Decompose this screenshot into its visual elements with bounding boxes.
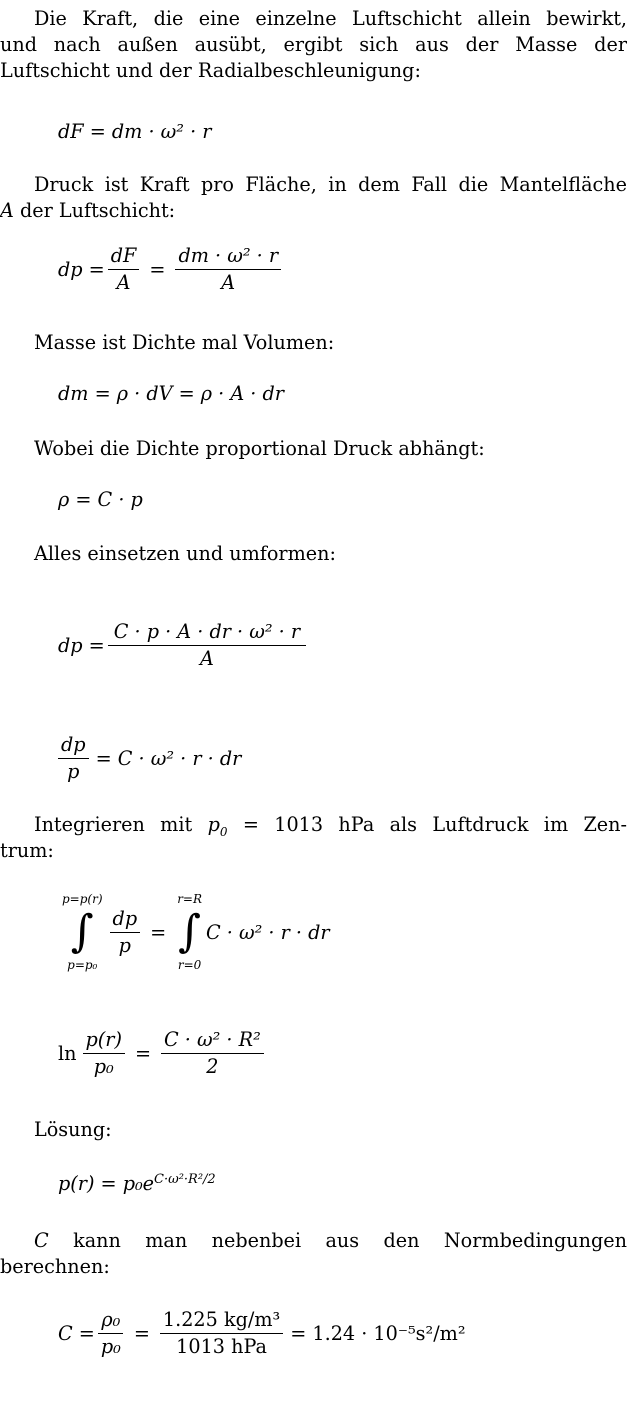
equation-text: dm = ρ · dV = ρ · A · dr	[58, 382, 284, 405]
text-line: Wobei die Dichte proportional Druck abhängt:	[34, 437, 485, 460]
equation-density	[58, 488, 143, 511]
fraction-numerator: C · p · A · dr · ω² · r	[108, 622, 306, 646]
equation-rhs: = C · ω² · r · dr	[95, 747, 242, 770]
integral-lower-limit: r=0	[177, 958, 202, 972]
fraction-denominator: p	[118, 933, 131, 957]
fraction	[110, 906, 141, 957]
fraction-numerator: p(r)	[83, 1030, 125, 1054]
text-line: berechnen:	[0, 1255, 110, 1278]
paragraph-substitute	[0, 541, 627, 567]
equals-sign: =	[134, 1042, 152, 1065]
paragraph-pressure	[0, 172, 627, 224]
fraction-denominator: p₀	[100, 1335, 121, 1358]
text-line	[0, 812, 627, 838]
equation-lhs: dp =	[58, 634, 105, 657]
fraction-denominator: A	[221, 271, 236, 294]
integral-sign: ∫	[70, 906, 94, 957]
equation-mass	[58, 382, 284, 405]
fraction	[108, 246, 140, 293]
fraction	[161, 1030, 264, 1077]
integral-right	[177, 892, 202, 972]
equation-lhs: C =	[58, 1322, 95, 1345]
text-line: Alles einsetzen und umformen:	[34, 542, 336, 565]
fraction	[175, 246, 281, 293]
equation-force	[58, 120, 211, 143]
text-fragment: Integrieren mit	[34, 813, 208, 836]
text-line	[0, 1228, 627, 1254]
equation-constant	[58, 1310, 466, 1357]
fraction	[83, 1030, 125, 1077]
equation-lhs: dp =	[58, 258, 105, 281]
text-line: Druck ist Kraft pro Fläche, in dem Fall die Mantelfläche	[34, 173, 627, 196]
integral-upper-limit: p=p(r)	[62, 892, 103, 906]
text-line: trum:	[0, 839, 54, 862]
equation-pressure	[58, 246, 284, 293]
ln-operator: ln	[58, 1042, 77, 1065]
integrand: C · ω² · r · dr	[206, 920, 330, 944]
integral-sign: ∫	[178, 906, 202, 957]
text-line	[0, 198, 627, 224]
text-fragment: = 1013 hPa als Luftdruck im Zen-	[227, 813, 627, 836]
text-fragment: der Luftschicht:	[13, 199, 176, 222]
variable-a: A	[0, 199, 14, 222]
equals-sign: =	[133, 1322, 150, 1345]
integral-left	[62, 892, 103, 972]
equation-lhs: p(r) = p₀e	[58, 1172, 155, 1195]
equation-log	[58, 1030, 267, 1077]
paragraph-solution	[0, 1117, 627, 1143]
fraction-denominator: A	[199, 647, 214, 670]
text-line: Luftschicht und der Radialbeschleunigung:	[0, 59, 421, 82]
fraction-denominator: 2	[206, 1055, 219, 1078]
integral-upper-limit: r=R	[177, 892, 203, 906]
paragraph-force	[0, 6, 627, 84]
paragraph-integrate	[0, 812, 627, 864]
equals-sign: =	[150, 920, 167, 944]
equation-rhs: = 1.24 · 10⁻⁵s²/m²	[290, 1322, 466, 1345]
integral-lower-limit: p=p₀	[67, 958, 98, 972]
equation-substituted	[58, 622, 309, 669]
fraction-numerator: dF	[108, 246, 140, 270]
paragraph-constant	[0, 1228, 627, 1280]
equation-solution: p(r) = p₀e $^{C\cdot\omega^2\cdot R^2/2}$	[58, 1171, 216, 1195]
fraction	[108, 622, 306, 669]
variable-c: C	[34, 1229, 49, 1252]
fraction-numerator: dp	[110, 909, 141, 933]
fraction	[58, 735, 89, 782]
variable-p0: $p_0$	[207, 813, 228, 839]
equation-separated	[58, 735, 241, 782]
fraction-numerator: 1.225 kg/m³	[160, 1310, 283, 1334]
text-line: Lösung:	[34, 1118, 112, 1141]
text-fragment: kann man nebenbei aus den Normbedingungen	[48, 1229, 627, 1252]
equation-integral	[58, 892, 330, 972]
text-line: und nach außen ausübt, ergibt sich aus der Masse der	[0, 33, 627, 56]
equation-text: dF = dm · ω² · r	[58, 120, 212, 143]
fraction-numerator: dp	[58, 735, 89, 759]
text-line: Masse ist Dichte mal Volumen:	[34, 331, 335, 354]
fraction-denominator: A	[116, 271, 131, 294]
text-line: Die Kraft, die eine einzelne Luftschicht allein bewirkt,	[34, 7, 627, 30]
equals-sign: =	[149, 258, 166, 281]
fraction-denominator: p₀	[93, 1055, 114, 1078]
fraction-numerator: ρ₀	[98, 1310, 123, 1334]
paragraph-density	[0, 436, 627, 462]
paragraph-mass	[0, 330, 627, 356]
fraction-denominator: 1013 hPa	[176, 1335, 267, 1358]
fraction-denominator: p	[67, 760, 80, 783]
fraction-numerator: C · ω² · R²	[161, 1030, 264, 1054]
fraction-numerator: dm · ω² · r	[175, 246, 281, 270]
fraction	[98, 1310, 124, 1357]
fraction	[160, 1310, 283, 1357]
equation-text: ρ = C · p	[58, 488, 143, 511]
